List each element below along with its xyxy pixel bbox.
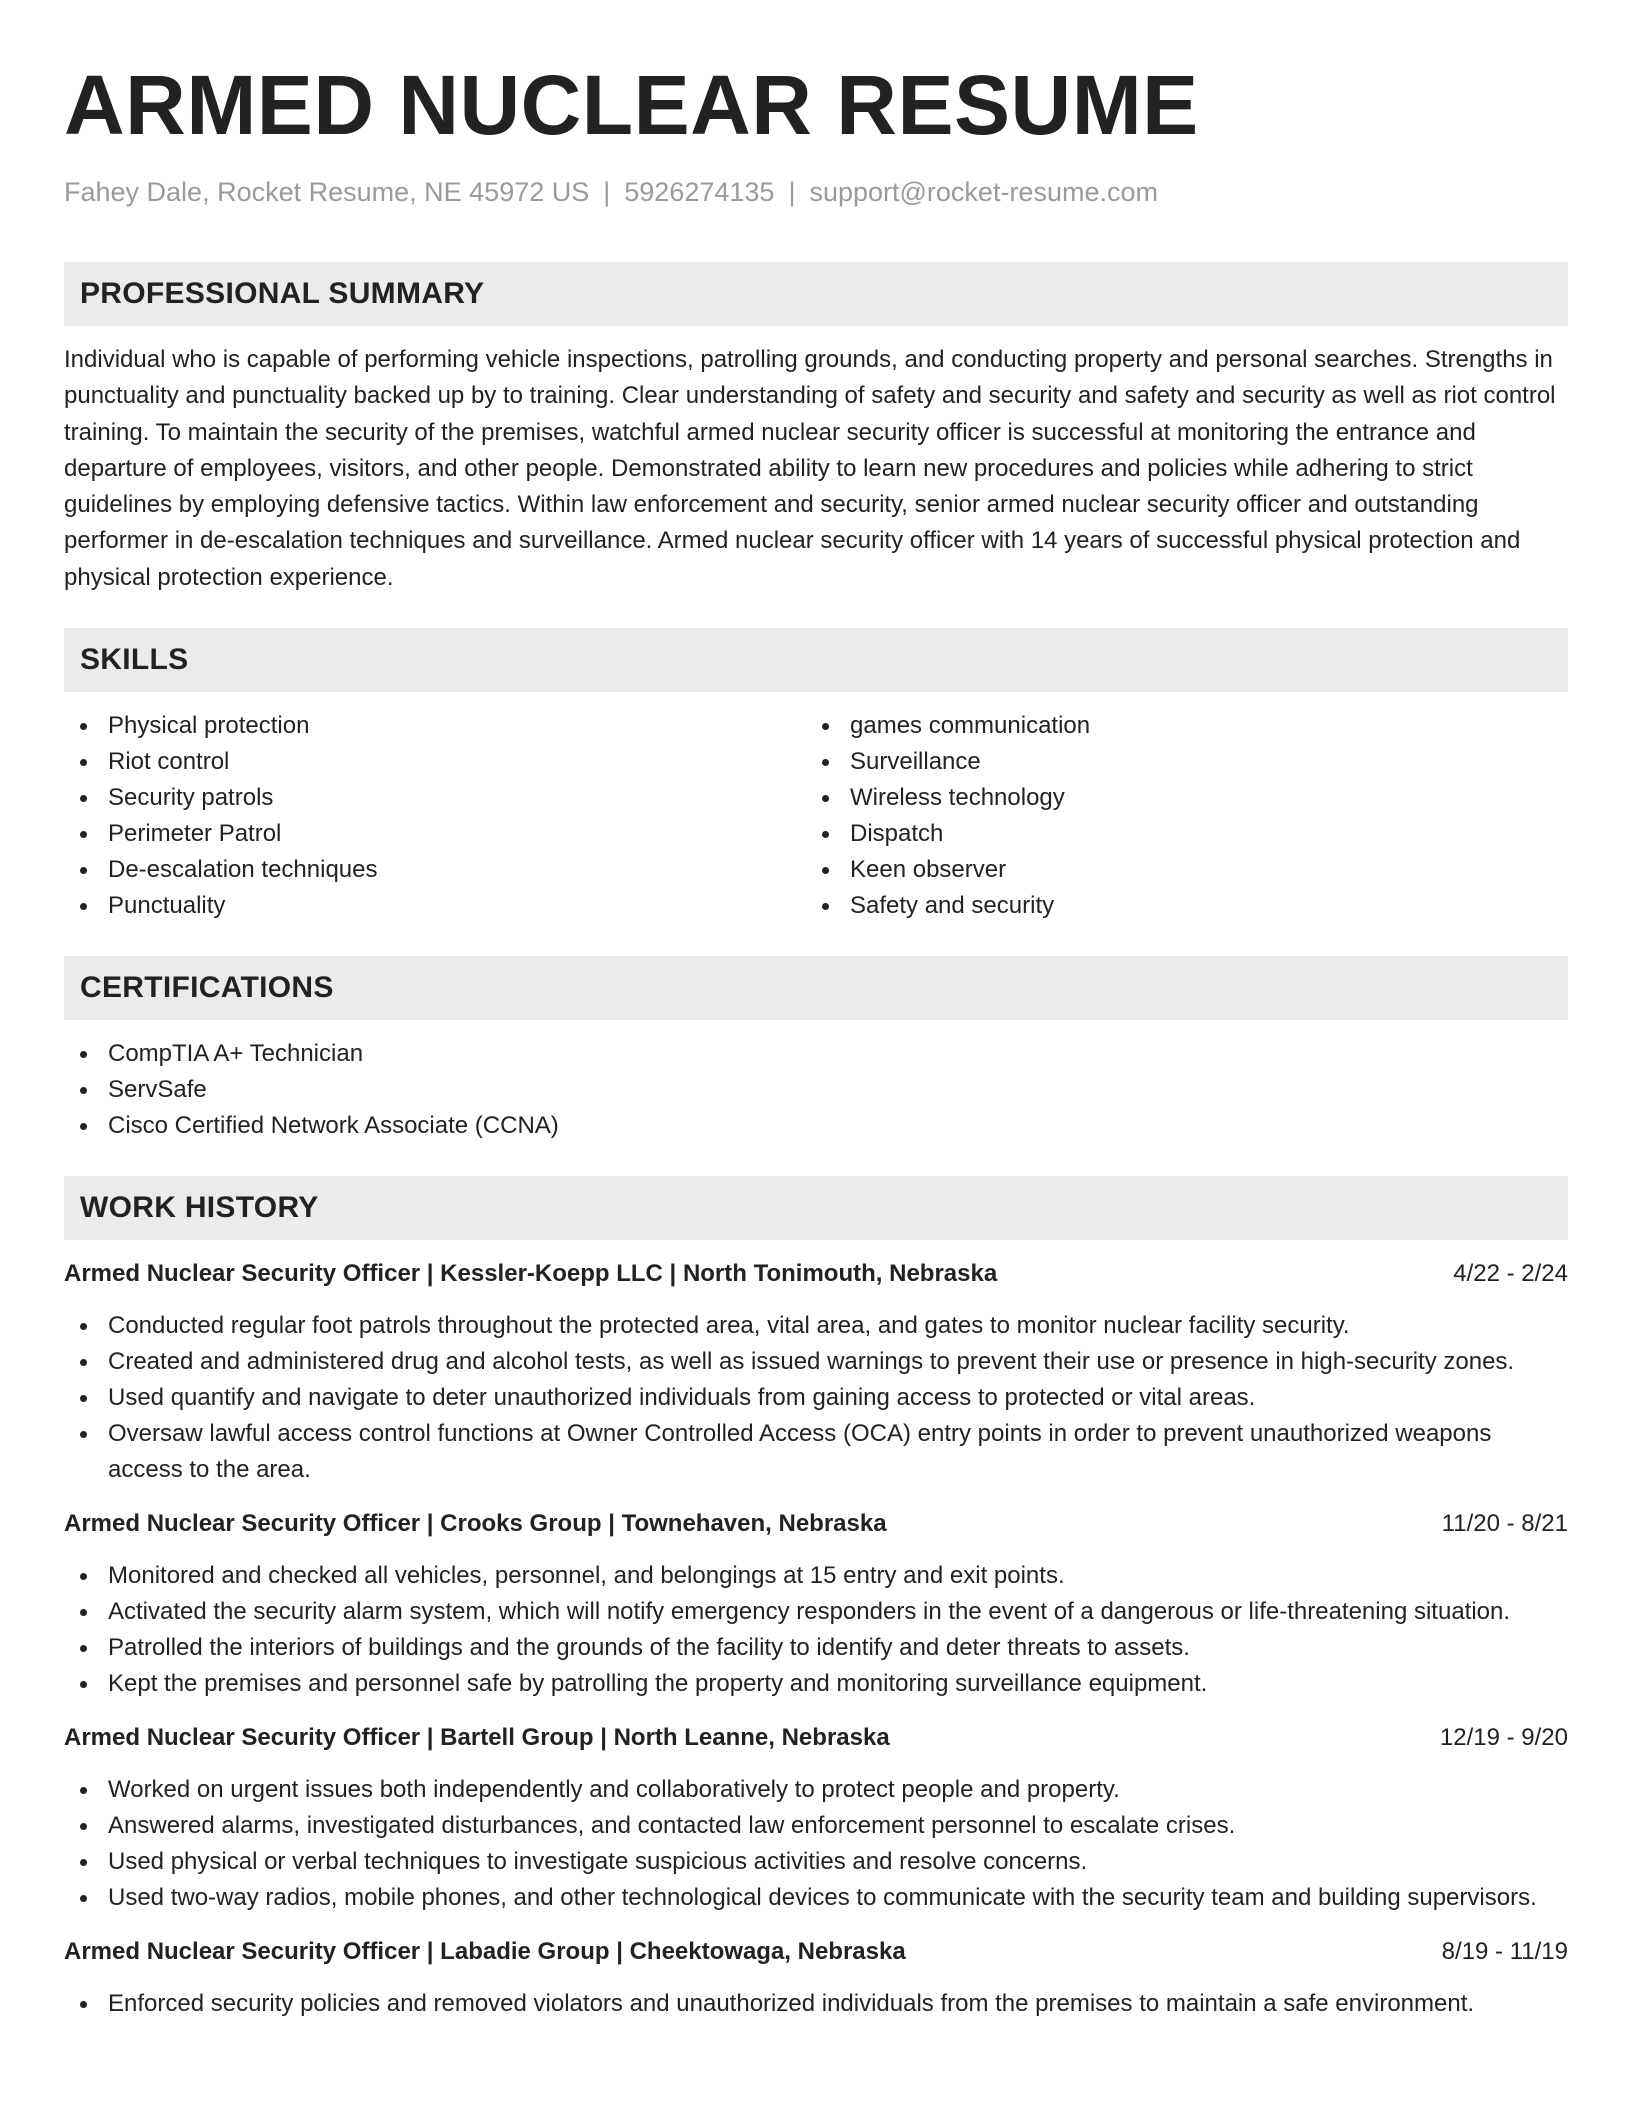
job-header	[64, 1720, 1568, 1756]
skill-item: Perimeter Patrol	[64, 816, 806, 852]
contact-separator: |	[603, 177, 611, 207]
job-bullet: Used physical or verbal techniques to investigate suspicious activities and resolve concerns.	[64, 1844, 1568, 1880]
skill-item: Surveillance	[806, 744, 1548, 780]
job-bullet: Used two-way radios, mobile phones, and other technological devices to communicate with the security team and building supervisors.	[64, 1880, 1568, 1916]
contact-line	[64, 174, 1568, 210]
job-bullets	[64, 1986, 1568, 2022]
certification-item: CompTIA A+ Technician	[64, 1036, 1568, 1072]
job-title: Armed Nuclear Security Officer | Bartell Group | North Leanne, Nebraska	[64, 1724, 890, 1752]
job-bullet: Enforced security policies and removed violators and unauthorized individuals from the premises to maintain a safe environment.	[64, 1986, 1568, 2022]
job-bullet: Used quantify and navigate to deter unauthorized individuals from gaining access to protected or vital areas.	[64, 1380, 1568, 1416]
section-header-summary: PROFESSIONAL SUMMARY	[64, 262, 1568, 326]
job-bullet: Patrolled the interiors of buildings and the grounds of the facility to identify and deter threats to assets.	[64, 1630, 1568, 1666]
job-header	[64, 1256, 1568, 1292]
skill-item: Safety and security	[806, 888, 1548, 924]
job-bullet: Activated the security alarm system, which will notify emergency responders in the event of a dangerous or life-threatening situation.	[64, 1594, 1568, 1630]
section-header-skills: SKILLS	[64, 628, 1568, 692]
certifications-list	[64, 1036, 1568, 1144]
job-dates: 8/19 - 11/19	[1441, 1938, 1568, 1966]
job-bullets	[64, 1558, 1568, 1702]
job-bullet: Kept the premises and personnel safe by patrolling the property and monitoring surveillance equipment.	[64, 1666, 1568, 1702]
certification-item: Cisco Certified Network Associate (CCNA)	[64, 1108, 1568, 1144]
skills-column-right	[806, 708, 1548, 924]
job-bullet: Conducted regular foot patrols throughout the protected area, vital area, and gates to monitor nuclear facility security.	[64, 1308, 1568, 1344]
job-entry	[64, 1934, 1568, 2022]
contact-separator: |	[788, 177, 796, 207]
job-bullet: Monitored and checked all vehicles, personnel, and belongings at 15 entry and exit points.	[64, 1558, 1568, 1594]
skill-item: Dispatch	[806, 816, 1548, 852]
job-bullets	[64, 1772, 1568, 1916]
job-header	[64, 1934, 1568, 1970]
job-title: Armed Nuclear Security Officer | Crooks Group | Townehaven, Nebraska	[64, 1510, 887, 1538]
skill-item: Wireless technology	[806, 780, 1548, 816]
contact-phone: 5926274135	[624, 177, 775, 207]
skill-item: Keen observer	[806, 852, 1548, 888]
job-title: Armed Nuclear Security Officer | Labadie Group | Cheektowaga, Nebraska	[64, 1938, 906, 1966]
job-dates: 11/20 - 8/21	[1441, 1510, 1568, 1538]
skill-item: De-escalation techniques	[64, 852, 806, 888]
job-bullet: Created and administered drug and alcohol tests, as well as issued warnings to prevent their use or presence in high-security zones.	[64, 1344, 1568, 1380]
skill-item: Security patrols	[64, 780, 806, 816]
job-bullet: Worked on urgent issues both independently and collaboratively to protect people and property.	[64, 1772, 1568, 1808]
job-bullet: Answered alarms, investigated disturbances, and contacted law enforcement personnel to escalate crises.	[64, 1808, 1568, 1844]
job-dates: 4/22 - 2/24	[1453, 1260, 1568, 1288]
skill-item: Punctuality	[64, 888, 806, 924]
skill-item: Riot control	[64, 744, 806, 780]
skills-grid	[64, 708, 1568, 924]
section-header-certifications: CERTIFICATIONS	[64, 956, 1568, 1020]
skill-item: games communication	[806, 708, 1548, 744]
job-entry	[64, 1720, 1568, 1916]
section-header-work-history: WORK HISTORY	[64, 1176, 1568, 1240]
job-entry	[64, 1256, 1568, 1488]
skills-column-left	[64, 708, 806, 924]
job-bullet: Oversaw lawful access control functions at Owner Controlled Access (OCA) entry points in order to prevent unauthorized weapons access to the area.	[64, 1416, 1568, 1488]
job-dates: 12/19 - 9/20	[1439, 1724, 1568, 1752]
job-header	[64, 1506, 1568, 1542]
skill-item: Physical protection	[64, 708, 806, 744]
summary-text: Individual who is capable of performing vehicle inspections, patrolling grounds, and conducting property and personal searches. Strengths in punctuality and punctuality backed up by to training. Clear understanding of safety and security and safety and security as well as riot control training. To maintain the security of the premises, watchful armed nuclear security officer is successful at monitoring the entrance and departure of employees, visitors, and other people. Demonstrated ability to learn new procedures and policies while adhering to strict guidelines by employing defensive tactics. Within law enforcement and security, senior armed nuclear security officer and outstanding performer in de-escalation techniques and surveillance. Armed nuclear security officer with 14 years of successful physical protection and physical protection experience.	[64, 346, 1556, 591]
contact-address: Fahey Dale, Rocket Resume, NE 45972 US	[64, 177, 590, 207]
job-bullets	[64, 1308, 1568, 1488]
job-title: Armed Nuclear Security Officer | Kessler-Koepp LLC | North Tonimouth, Nebraska	[64, 1260, 998, 1288]
resume-title: ARMED NUCLEAR RESUME	[64, 58, 1199, 152]
contact-email: support@rocket-resume.com	[809, 177, 1158, 207]
job-entry	[64, 1506, 1568, 1702]
certification-item: ServSafe	[64, 1072, 1568, 1108]
